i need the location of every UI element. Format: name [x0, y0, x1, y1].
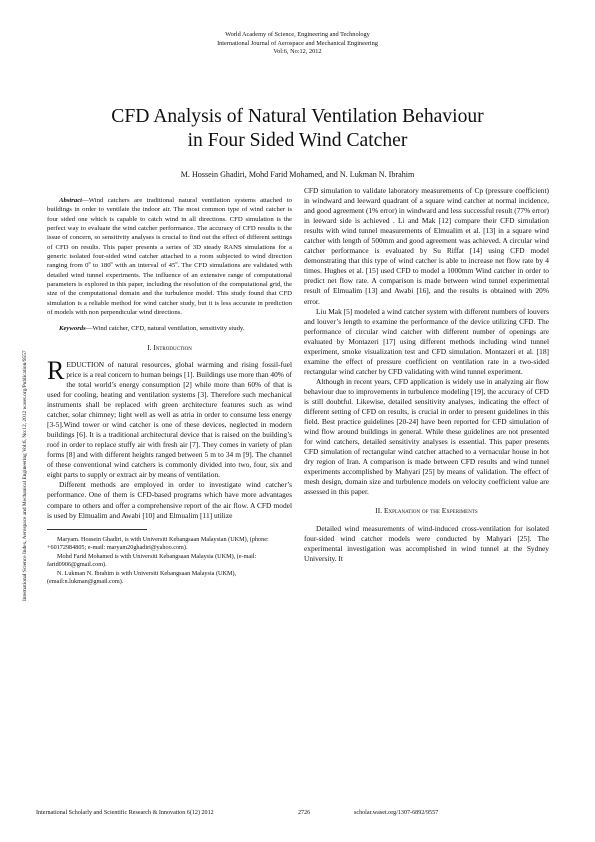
footer-page-number: 2726	[298, 810, 311, 816]
footnote-3: N. Lukman N. Ibrahim is with Universiti Kebangsaan Malaysia (UKM), (email:n.lukman@gmail.com).	[47, 569, 237, 586]
side-citation: International Science Index, Aerospace and Mechanical Engineering Vol:6, No:12, 2012 waset.org/Publication/9557	[22, 350, 28, 601]
header-line-1: World Academy of Science, Engineering and Technology	[225, 31, 370, 38]
drop-cap: R	[47, 355, 65, 385]
keywords-text: —Wind catcher, CFD, natural ventilation, sensitivity study.	[85, 325, 245, 333]
keywords-label: Keywords	[59, 325, 86, 333]
section-1-title: Introduction	[153, 342, 192, 352]
header-line-3: Vol:6, No:12, 2012	[273, 48, 322, 56]
section-1-paragraph-2: Different methods are employed in order to investigate wind catcher’s performance. One of them is CFD-based programs which have more advantages compare to others and offer a comprehensive report of the air flow. A CFD model is used by Elmualim and Awabi [10] and Elmualim [11] utilize	[47, 480, 292, 520]
left-column	[47, 196, 292, 587]
footnote-1: Maryam. Hossein Ghadiri, is with Universiti Kebangsaan Malaysian (UKM), (phone: +60172984805; e-mail: maryam20ghadiri@yahoo.com).	[47, 535, 269, 552]
abstract-text: —Wind catchers are traditional natural ventilation systems attached to buildings in order to ventilate the indoor air. The most common type of wind catcher is four sided one which is capable to catch wind in all directions. CFD simulation is the perfect way to evaluate the wind catcher performance. The accuracy of CFD results is the issue of concern, so sensitivity analyses is crucial to find out the effect of different settings of CFD on results. This paper presents a series of 3D steady RANS simulations for a generic isolated four-sided wind catcher attached to a room subjected to wind direction ranging from 0º to 180º with an interval of 45º. The CFD simulations are validated with detailed wind tunnel experiments. The influence of an extensive range of computational parameters is explored in this paper, including the resolution of the computational grid, the size of the computational domain and the turbulence model. This study found that CFD simulation is a reliable method for wind catcher study, but it is less accurate in prediction of models with non perpendicular wind directions.	[47, 197, 292, 317]
right-paragraph-1: CFD simulation to validate laboratory measurements of Cp (pressure coefficient) in windward and leeward quadrant of a square wind catcher at normal incidence, and good agreement (1% error) in windward and less successful result (77% error) in leeward side is achieved . Li and Mak [12] compare their CFD simulation results with wind tunnel measurements of Elmualim et al. [13] in a square wind catcher with length of 500mm and good agreement was achieved. A circular wind catcher performance is evaluated by Su Riffat [14] using CFD model demonstrating that this type of wind catcher is able to increase net flow rate by 4 times. Hughes et al. [15] used CFD to model a 1000mm Wind catcher in order to predict net flow rate. A comparison is made between wind tunnel experimental result of Elmualim [13] and Awabi [16], and the results is obtained with 20% error.	[304, 186, 549, 306]
abstract-label: Abstract	[59, 197, 83, 204]
footnote-divider	[47, 529, 147, 530]
footnote-2: Mohd Farid Mohamed is with Universiti Kebangsaan Malaysia (UKM), (e-mail: farid0906@gmail.com).	[47, 552, 257, 569]
title-line-2: in Four Sided Wind Catcher	[187, 130, 408, 151]
keywords	[47, 324, 292, 333]
abstract	[47, 196, 292, 317]
section-1-paragraph-1-text: EDUCTION of natural resources, global warming and rising fossil-fuel price is a real concern to human beings [1]. Buildings use more than 40% of the total world’s energy consumption [2] while more than 60% of that is used for cooling, heating and ventilation systems [3]. Therefore such mechanical instruments shall be replaced with green architecture features such as wind catcher, solar chimney; light well as well as atria in order to consume less energy [3-5].Wind tower or wind catcher is one of these devices, neglected in modern buildings [6]. It is a traditional architectural device that is raised on the building’s roof in order to replace stuffy air with fresh air [7]. They comes in variety of plan forms [8] and with different heights ranged between 5 m to 34 m [9]. The channel of these conventional wind catchers is commonly divided into two, four, six and eight parts to supply or extract air by means of ventilation.	[47, 359, 292, 480]
title-line-1: CFD Analysis of Natural Ventilation Behaviour	[111, 106, 484, 127]
section-1-heading	[47, 343, 292, 353]
footer-url: scholar.waset.org/1307-6892/9557	[354, 810, 439, 816]
footer-journal: International Scholarly and Scientific Research & Innovation 6(12) 2012	[36, 810, 214, 816]
paper-title	[40, 105, 555, 153]
section-2-paragraph-1: Detailed wind measurements of wind-induced cross-ventilation for isolated four-sided wind catcher models were conducted by Mahyari [25]. The experimental investigation was accomplished in wind tunnel at the Sydney University. It	[304, 523, 549, 563]
right-paragraph-2: Liu Mak [5] modeled a wind catcher system with different numbers of louvers and louver’s length to examine the performance of the device utilizing CFD. The performance of circular wind catcher with different number of openings are evaluated by Montazeri [17] using different methods including wind tunnel experiment, smoke visualization test and CFD simulation. Montazeri et al. [18] examine the effect of pressure coefficient on ventilation rate in a two-sided rectangular wind catcher by CFD validating with wind tunnel experiment.	[304, 306, 549, 376]
header-line-2: International Journal of Aerospace and Mechanical Engineering	[217, 39, 378, 47]
section-1-number: I.	[147, 342, 152, 352]
journal-header	[0, 31, 595, 57]
section-1-paragraph-1	[47, 355, 292, 481]
right-paragraph-3: Although in recent years, CFD application is widely use in analyzing air flow behaviour due to improvements in turbulence modeling [19], the accuracy of CFD is still doubtful. Likewise, detailed sensitivity analyses, indicating the effect of different setting of CFD on results, is crucial in order to present guidelines in this field. Best practice guidelines [20-24] have been reported for CFD simulation of wind flow around buildings in general. While these guidelines are not presented for wind catchers, detailed sensitivity analyses is essential. This paper presents CFD simulation of rectangular wind catcher attached to a vernacular house in hot dry region of Iran. A comparison is made between CFD results and wind tunnel experiments accomplished by Mahyari [25] by means of validation. The effect of mesh design, domain size and turbulence models on velocity coefficient value are assessed in this paper.	[304, 376, 549, 497]
section-2-heading	[304, 506, 549, 516]
section-2-number: II.	[375, 506, 383, 516]
right-column	[304, 186, 549, 564]
author-list: M. Hossein Ghadiri, Mohd Farid Mohamed, and N. Lukman N. Ibrahim	[180, 170, 415, 179]
section-2-title: Explanation of the Experiments	[383, 506, 478, 516]
